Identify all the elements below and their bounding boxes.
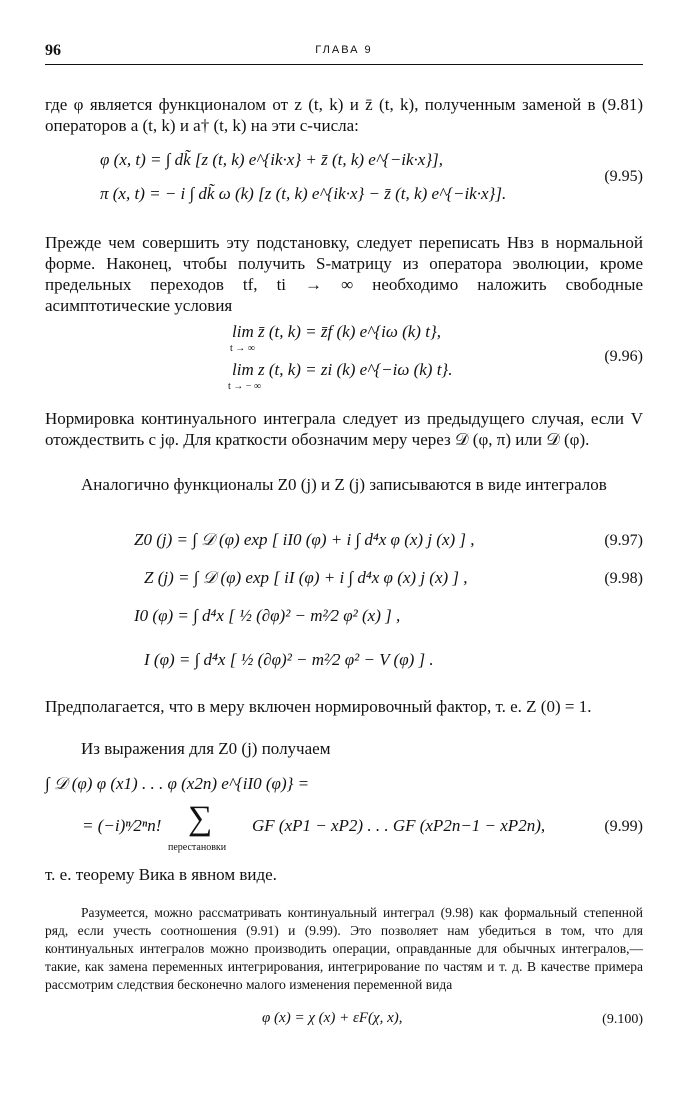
eq-9-96-line-2: lim z (t, k) = zi (k) e^{−iω (k) t}.: [232, 360, 453, 379]
eq-9-97-number: (9.97): [604, 532, 643, 549]
paragraph-6: [45, 738, 643, 759]
eq-9-96-limit-1: t → ∞: [230, 343, 255, 354]
running-header: [45, 40, 643, 66]
eq-9-95-line-2: π (x, t) = − i ∫ dk̃ ω (k) [z (t, k) e^{ik·x} − z̄ (t, k) e^{−ik·x}].: [100, 184, 507, 203]
eq-9-95-number: (9.95): [604, 168, 643, 185]
paragraph-4-text: Аналогично функционалы Z0 (j) и Z (j) записываются в виде интегралов: [81, 475, 607, 494]
paragraph-3-text: Нормировка континуального интеграла следует из предыдущего случая, если V отождествить с jφ. Для краткости обозначим меру через 𝒟 (φ, π) или 𝒟 (φ).: [45, 409, 643, 449]
eq-9-97: Z0 (j) = ∫ 𝒟 (φ) exp [ iI0 (φ) + i ∫ d⁴x φ (x) j (x) ] ,: [134, 530, 475, 549]
paragraph-2: [45, 232, 643, 316]
paragraph-7-text: т. е. теорему Вика в явном виде.: [45, 865, 277, 884]
chapter-title: ГЛАВА 9: [315, 44, 373, 56]
eq-9-99-line-2: GF (xP1 − xP2) . . . GF (xP2n−1 − xP2n),: [252, 816, 546, 835]
summation-sign: ∑: [188, 800, 213, 837]
eq-9-99-line-1: ∫ 𝒟 (φ) φ (x1) . . . φ (x2n) e^{iI0 (φ)} =: [45, 774, 310, 793]
eq-9-96-limit-2: t → − ∞: [228, 381, 262, 392]
eq-9-96-line-1: lim z̄ (t, k) = z̄f (k) e^{iω (k) t},: [232, 322, 441, 341]
paragraph-2-text: Прежде чем совершить эту подстановку, следует переписать Hвз в нормальной форме. Наконец, чтобы получить S-матрицу из оператора эволюции, кроме предельных переходов tf, ti → ∞ необходимо наложить свободные асимптотические условия: [45, 233, 643, 315]
eq-9-95-line-1: φ (x, t) = ∫ dk̃ [z (t, k) e^{ik·x} + z̄ (t, k) e^{−ik·x}],: [100, 150, 444, 169]
paragraph-3: [45, 408, 643, 450]
eq-action-full: I (φ) = ∫ d⁴x [ ½ (∂φ)² − m²⁄2 φ² − V (φ) ] .: [144, 650, 434, 669]
eq-action-free: I0 (φ) = ∫ d⁴x [ ½ (∂φ)² − m²⁄2 φ² (x) ] ,: [134, 606, 401, 625]
header-rule: [45, 64, 643, 65]
eq-9-98: Z (j) = ∫ 𝒟 (φ) exp [ iI (φ) + i ∫ d⁴x φ (x) j (x) ] ,: [144, 568, 468, 587]
paragraph-7: [45, 864, 643, 885]
eq-9-96-number: (9.96): [604, 348, 643, 365]
eq-9-99-coefficient: = (−i)ⁿ⁄2ⁿn!: [82, 816, 162, 835]
eq-9-100-number: (9.100): [602, 1012, 643, 1027]
small-print-note: [45, 904, 643, 994]
paragraph-5: [45, 696, 643, 717]
paragraph-1-text: где φ является функционалом от z (t, k) и z̄ (t, k), полученным заменой в (9.81) операторов a (t, k) и a† (t, k) на эти c-числа:: [45, 95, 643, 135]
small-print-note-text: Разумеется, можно рассматривать континуальный интеграл (9.98) как формальный степенной ряд, если учесть соотношения (9.91) и (9.99). Это позволяет нам убедиться в том, что для континуальных интегралов можно производить операции, оправданные для обычных интегралов,— такие, как замена переменных интегрирования, интегрирование по частям и т. д. В качестве примера рассмотрим следствия бесконечно малого изменения переменной вида: [45, 905, 643, 992]
paragraph-5-text: Предполагается, что в меру включен нормировочный фактор, т. е. Z (0) = 1.: [45, 697, 592, 716]
eq-9-98-number: (9.98): [604, 570, 643, 587]
paragraph-1: [45, 94, 643, 136]
paragraph-4: [45, 474, 643, 495]
eq-9-100: φ (x) = χ (x) + εF(χ, x),: [262, 1010, 403, 1026]
eq-9-99-sum-label: перестановки: [168, 842, 227, 853]
eq-9-99-number: (9.99): [604, 818, 643, 835]
paragraph-6-text: Из выражения для Z0 (j) получаем: [81, 739, 331, 758]
page-number: 96: [45, 42, 61, 59]
